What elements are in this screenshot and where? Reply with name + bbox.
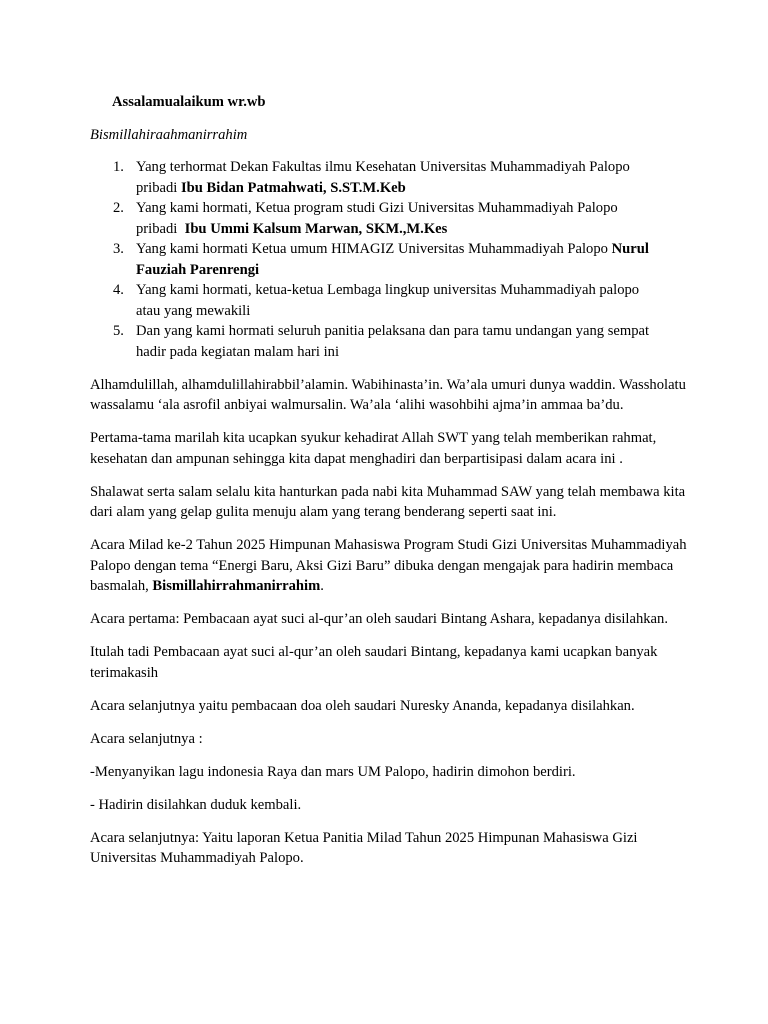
list-text: Yang kami hormati Ketua umum HIMAGIZ Universitas Muhammadiyah Palopo (136, 241, 612, 257)
basmalah-bold: Bismillahirrahmanirrahim (152, 578, 321, 594)
list-item (90, 239, 690, 280)
paragraph-quran-reading: Acara pertama: Pembacaan ayat suci al-qur’an oleh saudari Bintang Ashara, kepadanya disilahkan. (90, 611, 668, 627)
greeting: Assalamualaikum wr.wb (112, 94, 266, 110)
paragraph-text: . (320, 578, 324, 594)
paragraph-anthem: -Menyanyikan lagu indonesia Raya dan mars UM Palopo, hadirin dimohon berdiri. (90, 763, 576, 780)
paragraph-sit-down: - Hadirin disilahkan duduk kembali. (90, 796, 302, 813)
list-item (90, 157, 690, 198)
list-number: 4. (113, 282, 124, 298)
list-item (90, 280, 690, 321)
list-bold-name: Ibu Bidan Patmahwati, S.ST.M.Keb (181, 179, 406, 196)
list-number: 1. (113, 159, 124, 175)
paragraph-prayer: Acara selanjutnya yaitu pembacaan doa oleh saudari Nuresky Ananda, kepadanya disilahkan. (90, 697, 635, 714)
list-text: pribadi (136, 179, 181, 196)
list-text: atau yang mewakili (136, 302, 251, 319)
paragraph-text: Acara Milad ke-2 Tahun 2025 Himpunan Mahasiswa Program Studi Gizi Universitas Muhammadiyah Palopo dengan tema “Energi Baru, Aksi Gizi Baru” dibuka dengan mengajak para hadirin membaca basmalah, (90, 537, 687, 594)
list-text: hadir pada kegiatan malam hari ini (136, 343, 340, 360)
list-bold-name: Nurul Fauziah Parenrengi (136, 241, 649, 278)
paragraph-opening: Alhamdulillah, alhamdulillahirabbil’alamin. Wabihinasta’in. Wa’ala umuri dunya waddin. Wassholatu wassalamu ‘ala asrofil anbiyai walmursalin. Wa’ala ‘alihi wasohbihi ajma’in ammaa ba’du. (90, 376, 686, 413)
honorifics-list (90, 157, 690, 362)
paragraph-gratitude: Pertama-tama marilah kita ucapkan syukur kehadirat Allah SWT yang telah memberikan rahmat, kesehatan dan ampunan sehingga kita dapat menghadiri dan berpartisipasi dalam acara ini . (90, 430, 657, 467)
paragraph-thanks: Itulah tadi Pembacaan ayat suci al-qur’an oleh saudari Bintang, kepadanya kami ucapkan banyak terimakasih (90, 644, 658, 681)
list-text: Yang terhormat Dekan Fakultas ilmu Kesehatan Universitas Muhammadiyah Palopo (136, 159, 630, 175)
list-text: Yang kami hormati, Ketua program studi Gizi Universitas Muhammadiyah Palopo (136, 200, 618, 216)
list-number: 5. (113, 323, 124, 339)
list-number: 2. (113, 200, 124, 216)
bismillah-line: Bismillahiraahmanirrahim (90, 126, 248, 143)
paragraph-event-opening (90, 535, 690, 597)
paragraph-report: Acara selanjutnya: Yaitu laporan Ketua Panitia Milad Tahun 2025 Himpunan Mahasiswa Gizi Universitas Muhammadiyah Palopo. (90, 829, 638, 866)
document-body (90, 92, 690, 869)
list-item (90, 321, 690, 362)
paragraph-next: Acara selanjutnya : (90, 730, 203, 747)
list-text: Yang kami hormati, ketua-ketua Lembaga lingkup universitas Muhammadiyah palopo (136, 282, 640, 298)
list-text: Dan yang kami hormati seluruh panitia pelaksana dan para tamu undangan yang sempat (136, 323, 650, 339)
list-item (90, 198, 690, 239)
list-number: 3. (113, 241, 124, 257)
list-bold-name: Ibu Ummi Kalsum Marwan, SKM.,M.Kes (184, 220, 448, 237)
list-text: pribadi (136, 220, 185, 237)
paragraph-shalawat: Shalawat serta salam selalu kita hanturkan pada nabi kita Muhammad SAW yang telah membawa kita dari alam yang gelap gulita menuju alam yang terang benderang seperti saat ini. (90, 483, 686, 520)
